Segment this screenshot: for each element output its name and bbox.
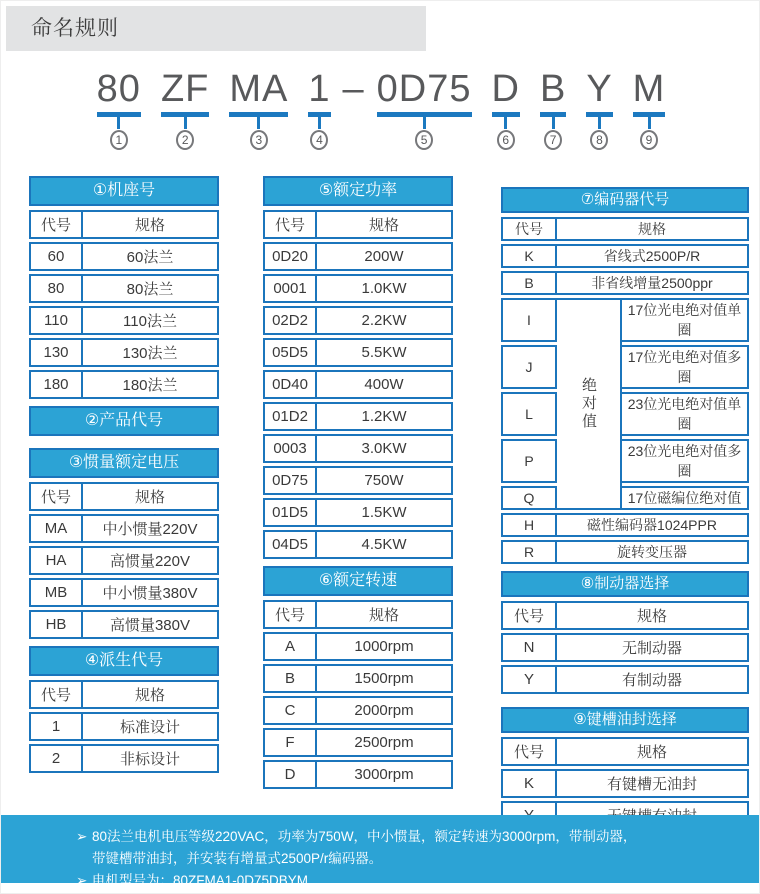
code-cell: 130 — [29, 338, 83, 367]
arrow-bullet-icon: ➢ — [76, 829, 88, 844]
section-table-3 — [29, 479, 219, 642]
model-segment — [97, 69, 141, 150]
code-cell: B — [263, 664, 317, 693]
table-row — [263, 530, 453, 559]
section-header-8: ⑧制动器选择 — [501, 571, 749, 597]
index-circle: 6 — [497, 130, 515, 150]
spec-cell: 1.5KW — [317, 498, 453, 527]
code-cell: C — [263, 696, 317, 725]
spec-header-cell: 规格 — [83, 482, 219, 511]
section-header-1: ①机座号 — [29, 176, 219, 206]
spec-cell: 60法兰 — [83, 242, 219, 271]
code-cell: 2 — [29, 744, 83, 773]
footer-line-text: 80法兰电机电压等级220VAC，功率为750W，中小惯量，额定转速为3000rpm，带制动器， — [92, 829, 637, 844]
spec-cell: 非省线增量2500ppr — [557, 271, 749, 295]
code-cell: HB — [29, 610, 83, 639]
spec-header-cell: 规格 — [317, 210, 453, 239]
table-row — [263, 306, 453, 335]
spec-cell: 3.0KW — [317, 434, 453, 463]
code-cell: 1 — [29, 712, 83, 741]
section-header-4: ④派生代号 — [29, 646, 219, 676]
section-table-1 — [29, 207, 219, 402]
segment-connector-line — [117, 117, 120, 129]
code-cell: B — [501, 271, 557, 295]
table-row — [501, 540, 749, 564]
code-cell: D — [263, 760, 317, 789]
model-dash — [343, 69, 365, 109]
table-row — [29, 242, 219, 271]
table-row — [263, 728, 453, 757]
code-cell: 110 — [29, 306, 83, 335]
table-row — [501, 298, 749, 342]
table-row — [29, 744, 219, 773]
segment-connector-line — [648, 117, 651, 129]
index-circle: 3 — [250, 130, 268, 150]
model-segment-text: 0D75 — [376, 68, 472, 110]
index-circle: 2 — [176, 130, 194, 150]
spec-cell: 80法兰 — [83, 274, 219, 303]
model-segment — [540, 69, 566, 150]
code-cell: H — [501, 513, 557, 537]
spec-cell: 2000rpm — [317, 696, 453, 725]
index-circle: 9 — [640, 130, 658, 150]
spec-cell: 4.5KW — [317, 530, 453, 559]
spec-cell: 17位光电绝对值多圈 — [622, 345, 749, 389]
index-circle: 5 — [415, 130, 433, 150]
spec-cell: 110法兰 — [83, 306, 219, 335]
table-row — [501, 665, 749, 694]
table-row — [29, 306, 219, 335]
table-row — [263, 434, 453, 463]
spec-header-cell: 规格 — [557, 737, 749, 766]
model-segment — [586, 69, 612, 150]
spec-cell: 1000rpm — [317, 632, 453, 661]
code-cell: 180 — [29, 370, 83, 399]
footer-line-text: 电机型号为：80ZFMA1-0D75DBYM — [92, 873, 309, 888]
table-row — [501, 244, 749, 268]
model-segment-text: Y — [586, 68, 613, 110]
table-row — [263, 402, 453, 431]
spec-header-cell: 规格 — [317, 600, 453, 629]
code-cell: 04D5 — [263, 530, 317, 559]
section-table-4 — [29, 677, 219, 776]
spec-cell: 旋转变压器 — [557, 540, 749, 564]
spec-cell: 750W — [317, 466, 453, 495]
model-segment — [229, 69, 288, 150]
spec-cell: 1500rpm — [317, 664, 453, 693]
table-row — [263, 664, 453, 693]
spec-cell: 180法兰 — [83, 370, 219, 399]
code-cell: Y — [501, 665, 557, 694]
group-label: 绝对值 — [580, 377, 597, 431]
footer-line — [76, 870, 741, 892]
table-row — [501, 513, 749, 537]
section-table-7 — [501, 214, 749, 567]
column-1 — [29, 176, 219, 780]
code-header-cell: 代号 — [501, 217, 557, 241]
spec-cell: 3000rpm — [317, 760, 453, 789]
table-row — [29, 338, 219, 367]
code-cell: F — [263, 728, 317, 757]
spec-cell: 17位磁编位绝对值 — [622, 486, 749, 510]
section-header-2: ②产品代号 — [29, 406, 219, 436]
spec-header-cell: 规格 — [557, 217, 749, 241]
spec-cell: 磁性编码器1024PPR — [557, 513, 749, 537]
model-segment — [633, 69, 666, 150]
table-header-row — [263, 210, 453, 239]
code-cell: A — [263, 632, 317, 661]
spec-cell: 200W — [317, 242, 453, 271]
table-header-row — [29, 210, 219, 239]
table-header-row — [29, 482, 219, 511]
group-cell — [557, 298, 622, 510]
table-row — [29, 610, 219, 639]
model-segment-text: ZF — [160, 68, 210, 110]
code-header-cell: 代号 — [501, 737, 557, 766]
index-circle: 8 — [590, 130, 608, 150]
spec-cell: 高惯量220V — [83, 546, 219, 575]
spec-cell: 高惯量380V — [83, 610, 219, 639]
segment-connector-line — [257, 117, 260, 129]
spec-cell: 有键槽无油封 — [557, 769, 749, 798]
spec-cell: 中小惯量380V — [83, 578, 219, 607]
code-header-cell: 代号 — [29, 210, 83, 239]
code-header-cell: 代号 — [501, 601, 557, 630]
code-cell: 01D2 — [263, 402, 317, 431]
model-segment-text: MA — [229, 68, 289, 110]
footer-line — [76, 848, 741, 870]
segment-connector-line — [318, 117, 321, 129]
code-cell: P — [501, 439, 557, 483]
table-row — [501, 439, 749, 483]
table-row — [501, 633, 749, 662]
spec-cell: 2500rpm — [317, 728, 453, 757]
model-segment-text: – — [342, 68, 365, 110]
model-code — [1, 69, 760, 150]
model-segment-text: M — [632, 68, 666, 110]
code-cell: HA — [29, 546, 83, 575]
code-cell: 80 — [29, 274, 83, 303]
column-2 — [263, 176, 453, 796]
segment-connector-line — [552, 117, 555, 129]
code-cell: R — [501, 540, 557, 564]
model-segment-text: 80 — [96, 68, 141, 110]
model-segment — [308, 69, 330, 150]
section-header-3: ③惯量额定电压 — [29, 448, 219, 478]
code-cell: 0003 — [263, 434, 317, 463]
table-row — [501, 486, 749, 510]
code-cell: L — [501, 392, 557, 436]
table-row — [263, 274, 453, 303]
table-row — [263, 370, 453, 399]
table-row — [29, 546, 219, 575]
code-cell: 05D5 — [263, 338, 317, 367]
spec-header-cell: 规格 — [83, 680, 219, 709]
spec-cell: 17位光电绝对值单圈 — [622, 298, 749, 342]
code-cell: 0D20 — [263, 242, 317, 271]
footer-line-text: 带键槽带油封，并安装有增量式2500P/r编码器。 — [92, 851, 383, 866]
spec-cell: 有制动器 — [557, 665, 749, 694]
table-row — [263, 466, 453, 495]
code-header-cell: 代号 — [29, 482, 83, 511]
table-header-row — [29, 680, 219, 709]
spec-cell: 5.5KW — [317, 338, 453, 367]
code-cell: 60 — [29, 242, 83, 271]
table-row — [263, 760, 453, 789]
table-row — [29, 514, 219, 543]
code-cell: 0001 — [263, 274, 317, 303]
arrow-bullet-icon: ➢ — [76, 873, 88, 888]
segment-connector-line — [504, 117, 507, 129]
code-cell: 01D5 — [263, 498, 317, 527]
table-header-row — [501, 601, 749, 630]
page-title: 命名规则 — [6, 6, 426, 51]
section-header-7: ⑦编码器代号 — [501, 187, 749, 213]
spec-cell: 23位光电绝对值单圈 — [622, 392, 749, 436]
spec-header-cell: 规格 — [83, 210, 219, 239]
segment-connector-line — [598, 117, 601, 129]
footer-note — [1, 815, 760, 888]
table-row — [29, 274, 219, 303]
index-circle: 7 — [544, 130, 562, 150]
code-cell: MB — [29, 578, 83, 607]
spec-cell: 23位光电绝对值多圈 — [622, 439, 749, 483]
table-row — [501, 345, 749, 389]
table-row — [263, 242, 453, 271]
section-table-5 — [263, 207, 453, 562]
table-header-row — [263, 600, 453, 629]
section-header-9: ⑨键槽油封选择 — [501, 707, 749, 733]
table-row — [263, 632, 453, 661]
spec-cell: 中小惯量220V — [83, 514, 219, 543]
table-row — [29, 578, 219, 607]
spec-cell: 无制动器 — [557, 633, 749, 662]
code-cell: K — [501, 244, 557, 268]
spec-cell: 1.0KW — [317, 274, 453, 303]
table-row — [29, 370, 219, 399]
code-cell: 0D40 — [263, 370, 317, 399]
code-header-cell: 代号 — [29, 680, 83, 709]
section-header-6: ⑥额定转速 — [263, 566, 453, 596]
table-row — [501, 271, 749, 295]
model-segment — [377, 69, 472, 150]
code-cell: 0D75 — [263, 466, 317, 495]
index-circle: 4 — [310, 130, 328, 150]
table-row — [29, 712, 219, 741]
table-row — [263, 498, 453, 527]
section-header-5: ⑤额定功率 — [263, 176, 453, 206]
model-segment — [161, 69, 209, 150]
spec-cell: 标准设计 — [83, 712, 219, 741]
code-cell: Q — [501, 486, 557, 510]
code-cell: I — [501, 298, 557, 342]
column-3 — [501, 187, 749, 869]
code-cell: N — [501, 633, 557, 662]
spec-cell: 省线式2500P/R — [557, 244, 749, 268]
table-row — [263, 696, 453, 725]
code-cell: J — [501, 345, 557, 389]
code-cell: MA — [29, 514, 83, 543]
section-table-8 — [501, 598, 749, 697]
table-row — [263, 338, 453, 367]
code-cell: 02D2 — [263, 306, 317, 335]
index-circle: 1 — [110, 130, 128, 150]
segment-connector-line — [423, 117, 426, 129]
table-header-row — [501, 217, 749, 241]
code-header-cell: 代号 — [263, 210, 317, 239]
code-cell: K — [501, 769, 557, 798]
table-row — [501, 769, 749, 798]
table-header-row — [501, 737, 749, 766]
model-segment — [492, 69, 520, 150]
model-segment-text: B — [539, 68, 567, 110]
section-table-6 — [263, 597, 453, 792]
spec-cell: 130法兰 — [83, 338, 219, 367]
model-segment-text: 1 — [308, 68, 331, 110]
model-segment-text: D — [491, 68, 520, 110]
table-row — [501, 392, 749, 436]
spec-cell: 非标设计 — [83, 744, 219, 773]
footer-line — [76, 826, 741, 848]
code-header-cell: 代号 — [263, 600, 317, 629]
spec-header-cell: 规格 — [557, 601, 749, 630]
spec-cell: 1.2KW — [317, 402, 453, 431]
spec-cell: 400W — [317, 370, 453, 399]
spec-cell: 2.2KW — [317, 306, 453, 335]
segment-connector-line — [184, 117, 187, 129]
